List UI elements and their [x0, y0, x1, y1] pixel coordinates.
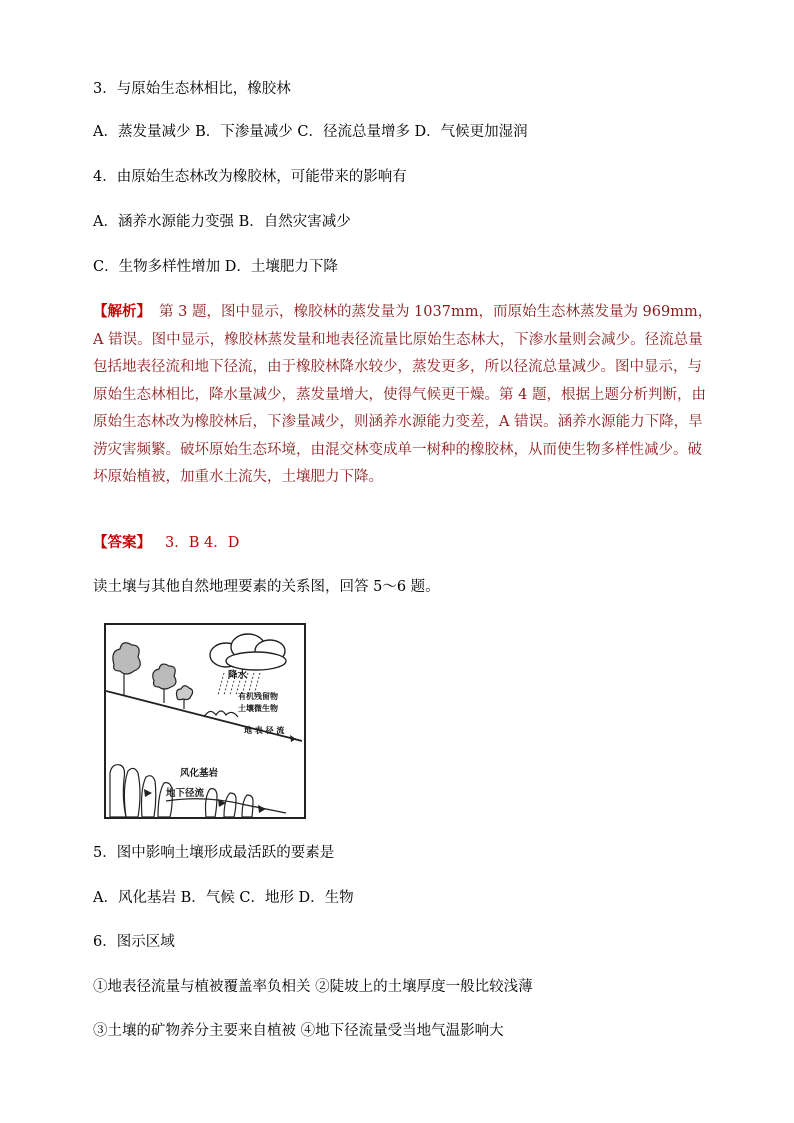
- q5-stem: 5．图中影响土壤形成最活跃的要素是: [93, 845, 335, 861]
- label-organic-residue: 有机残留物: [238, 692, 278, 701]
- label-soil-microbes: 土壤微生物: [238, 704, 278, 713]
- q3-options: A．蒸发量减少 B．下渗量减少 C．径流总量增多 D．气候更加湿润: [93, 124, 528, 140]
- q3-stem: 3．与原始生态林相比，橡胶林: [93, 81, 291, 97]
- figure-drawing: [106, 625, 304, 817]
- shrub-icon: [177, 686, 193, 709]
- answer-text: 3．B 4．D: [165, 535, 240, 551]
- cloud-icon: [210, 634, 286, 670]
- label-precipitation: 降水: [228, 670, 248, 681]
- analysis-label: 【解析】: [93, 303, 151, 320]
- analysis-text: 第 3 题，图中显示，橡胶林的蒸发量为 1037mm，而原始生态林蒸发量为 969mm，A 错误。图中显示，橡胶林蒸发量和地表径流量比原始生态林大，下渗水量则会减少。径流总量包括地表径流和地下径流，由于橡胶林降水较少，蒸发更多，所以径流总量减少。图中显示，与原始生态林相比，降水量减少，蒸发量增大，使得气候更干燥。第 4 题，根据上题分析判断，由原始生态林改为橡胶林后，下渗量减少，则涵养水源能力变差，A 错误。涵养水源能力下降，旱涝灾害频繁。破坏原始生态环境，由混交林变成单一树种的橡胶林，从而使生物多样性减少。破坏原始植被，加重水土流失，土壤肥力下降。: [93, 304, 713, 485]
- label-weathered-bedrock: 风化基岩: [180, 768, 219, 779]
- q6-stem: 6．图示区域: [93, 934, 175, 950]
- q6-options-line2: ③土壤的矿物养分主要来自植被 ④地下径流量受当地气温影响大: [93, 1023, 504, 1039]
- q5-options: A．风化基岩 B．气候 C．地形 D．生物: [93, 890, 354, 906]
- ground-vegetation: [204, 711, 238, 717]
- q4-options-line2: C．生物多样性增加 D．土壤肥力下降: [93, 259, 338, 275]
- figure-intro: 读土壤与其他自然地理要素的关系图，回答 5～6 题。: [93, 579, 440, 595]
- analysis-block: [93, 298, 715, 492]
- tree-icon: [113, 643, 140, 695]
- label-surface-runoff: 地 表 径 流: [244, 726, 285, 735]
- answer-block: [93, 533, 239, 553]
- label-groundwater-runoff: 地下径流: [166, 788, 205, 799]
- answer-label: 【答案】: [93, 534, 151, 551]
- q4-stem: 4．由原始生态林改为橡胶林，可能带来的影响有: [93, 169, 407, 185]
- q4-options-line1: A．涵养水源能力变强 B．自然灾害减少: [93, 214, 351, 230]
- q6-options-line1: ①地表径流量与植被覆盖率负相关 ②陡坡上的土壤厚度一般比较浅薄: [93, 979, 533, 995]
- soil-relationship-figure: [104, 623, 306, 819]
- tree-icon: [153, 664, 176, 703]
